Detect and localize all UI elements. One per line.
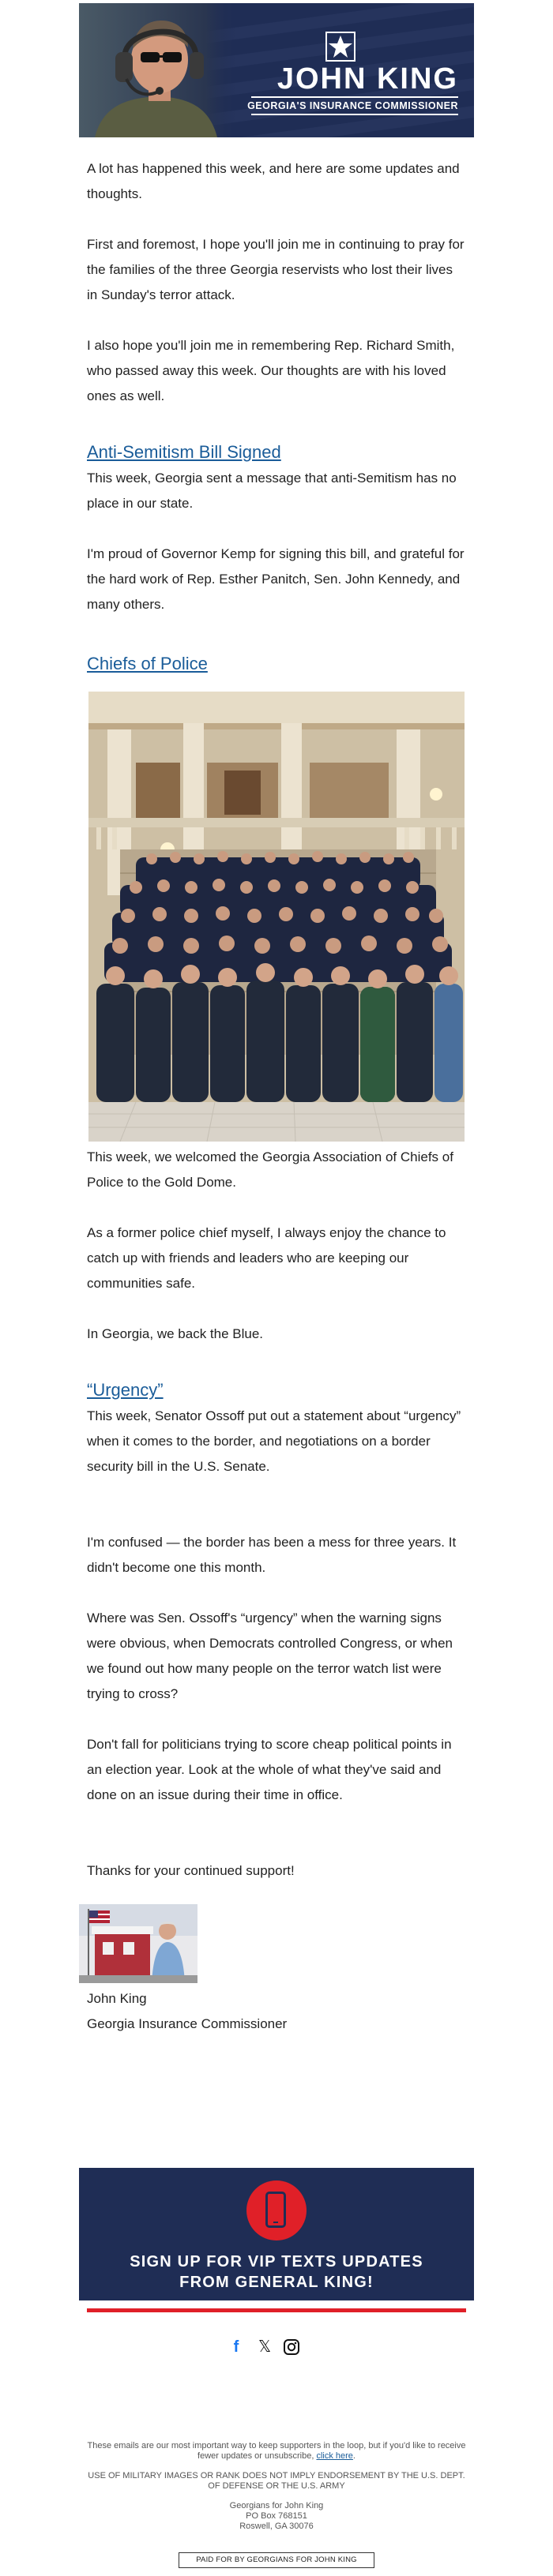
signature-photo [79,1904,198,1983]
header-banner [79,3,474,137]
urgency-paragraph-2: I'm confused — the border has been a mess for three years. It didn't become one this month. [87,1535,457,1575]
police-paragraph-2: As a former police chief myself, I always enjoy the chance to catch up with friends and leaders who are keeping our communities safe. [87,1225,446,1291]
instagram-icon[interactable] [283,2338,300,2356]
footer-po-box: PO Box 768151 [246,2511,307,2521]
header-divider [251,96,458,98]
intro-paragraph-3: I also hope you'll join me in remembering Rep. Richard Smith, who passed away this week. Our thoughts are with his loved ones as well. [87,338,455,403]
section-heading-antisemitism[interactable]: Anti-Semitism Bill Signed [87,442,281,462]
footer-period: . [352,2451,356,2461]
intro-paragraph-1: A lot has happened this week, and here are some updates and thoughts. [87,161,460,201]
paid-for-disclaimer-box: PAID FOR BY GEORGIANS FOR JOHN KING [179,2552,374,2568]
police-paragraph-1: This week, we welcomed the Georgia Association of Chiefs of Police to the Gold Dome. [87,1149,453,1190]
signature-name: John King [87,1991,147,2006]
phone-icon [265,2192,286,2228]
signature-title: Georgia Insurance Commissioner [87,2016,288,2031]
section-heading-police[interactable]: Chiefs of Police [87,654,208,673]
header-divider-bottom [251,114,458,115]
footer-note-text: These emails are our most important way to keep supporters in the loop, but if you'd like to receive fewer updates or unsubscribe, [87,2441,466,2461]
facebook-icon[interactable]: f [233,2338,239,2356]
intro-paragraph-2: First and foremost, I hope you'll join me in continuing to pray for the families of the three Georgia reservists who lost their lives in Sunday's terror attack. [87,237,465,302]
closing-thanks: Thanks for your continued support! [87,1863,295,1878]
urgency-paragraph-1: This week, Senator Ossoff put out a statement about “urgency” when it comes to the border, and negotiations on a border security bill in the U.S. Senate. [87,1408,461,1474]
footer-city: Roswell, GA 30076 [239,2522,314,2531]
header-portrait-photo [79,3,237,137]
red-divider [87,2308,466,2312]
star-emblem-icon [325,32,356,62]
chiefs-of-police-group-photo [88,692,465,1142]
header-subtitle: GEORGIA'S INSURANCE COMMISSIONER [247,100,458,111]
header-name: JOHN KING [276,62,458,96]
cta-line-2: FROM GENERAL KING! [179,2274,374,2291]
antisemitism-paragraph-2: I'm proud of Governor Kemp for signing this bill, and grateful for the hard work of Rep. Esther Panitch, Sen. John Kennedy, and many others. [87,546,465,612]
urgency-paragraph-3: Where was Sen. Ossoff's “urgency” when the warning signs were obvious, when Democrats controlled Congress, or when we found out how many people on the terror watch list were trying to cross? [87,1610,453,1701]
vip-texts-signup-button[interactable] [79,2168,474,2300]
x-icon[interactable]: 𝕏 [258,2338,272,2356]
police-paragraph-3: In Georgia, we back the Blue. [87,1326,264,1341]
cta-line-1: SIGN UP FOR VIP TEXTS UPDATES [130,2253,423,2270]
unsubscribe-link[interactable]: click here [316,2451,353,2461]
footer-note [87,2441,466,2462]
footer-disclaimer: USE OF MILITARY IMAGES OR RANK DOES NOT IMPLY ENDORSEMENT BY THE U.S. DEPT. OF DEFENSE OR THE U.S. ARMY [88,2471,465,2491]
urgency-paragraph-4: Don't fall for politicians trying to score cheap political points in an election year. Look at the whole of what they've said and done on an issue during their time in office. [87,1737,452,1802]
footer-org: Georgians for John King [229,2501,324,2510]
section-heading-urgency[interactable]: “Urgency” [87,1380,164,1400]
antisemitism-paragraph-1: This week, Georgia sent a message that anti-Semitism has no place in our state. [87,471,457,511]
